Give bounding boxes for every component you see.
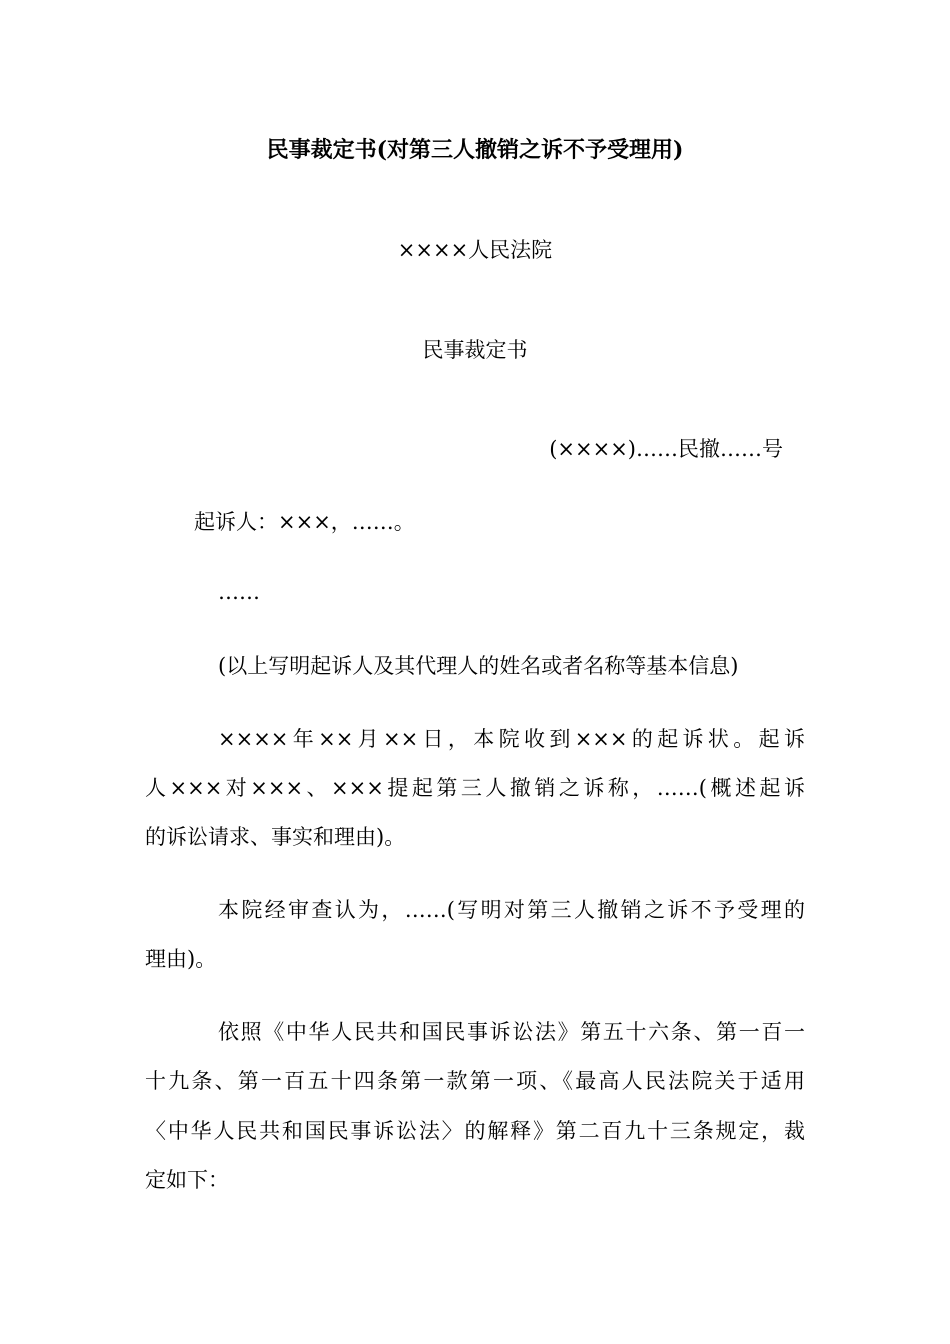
para1-line-3: 的诉讼请求、事实和理由)。 [145,825,406,849]
document-title: 民事裁定书(对第三人撤销之诉不予受理用) [266,137,684,163]
para3-line-4: 定如下： [145,1168,229,1192]
court-name: ××××人民法院 [397,238,553,262]
para1-line-2: 人×××对×××、×××提起第三人撤销之诉称，……(概述起诉 [145,776,805,800]
plaintiff-line: 起诉人：×××，……。 [194,510,415,534]
case-number: (××××)……民撤……号 [549,437,783,461]
ellipsis-line: …… [218,580,260,604]
para3-line-1: 依照《中华人民共和国民事诉讼法》第五十六条、第一百一 [218,1020,805,1044]
para2-line-1: 本院经审查认为，……(写明对第三人撤销之诉不予受理的 [218,898,805,922]
document-type: 民事裁定书 [422,338,528,362]
para3-line-2: 十九条、第一百五十四条第一款第一项、《最高人民法院关于适用 [145,1069,805,1093]
info-note: (以上写明起诉人及其代理人的姓名或者名称等基本信息) [218,654,739,678]
para3-line-3: 〈中华人民共和国民事诉讼法〉的解释》第二百九十三条规定，裁 [145,1119,805,1143]
para2-line-2: 理由)。 [145,947,217,971]
para1-line-1: ××××年××月××日，本院收到×××的起诉状。起诉 [218,727,805,751]
